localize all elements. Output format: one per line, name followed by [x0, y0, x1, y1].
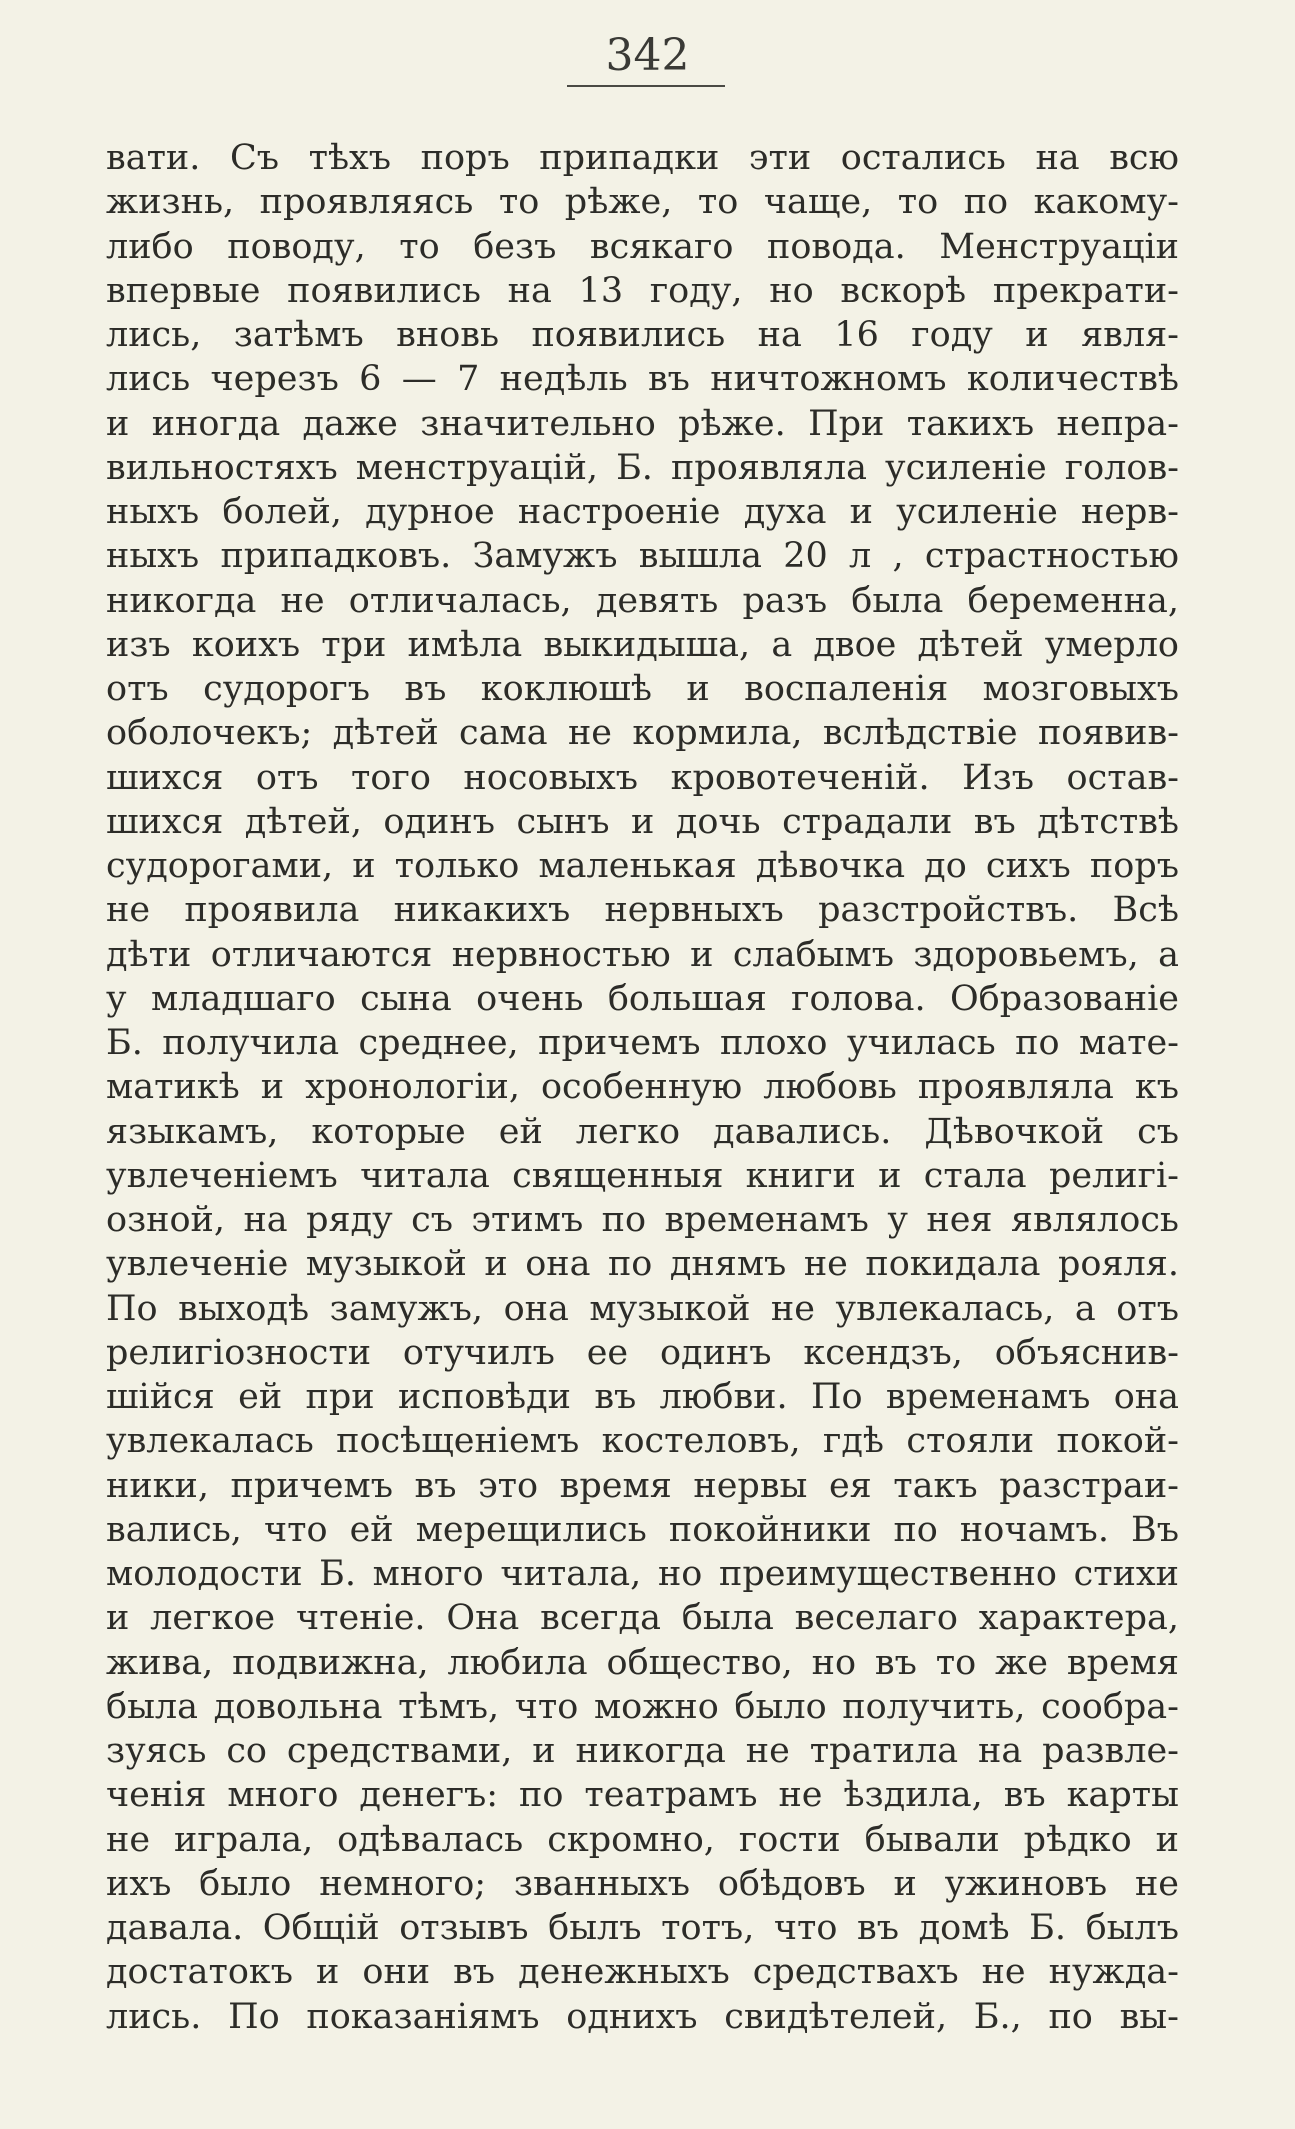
- text-line: шійся ей при исповѣди въ любви. По временамъ она: [106, 1377, 1179, 1417]
- text-line: ченія много денегъ: по театрамъ не ѣздила, въ карты: [106, 1775, 1179, 1816]
- text-line: лись. По показаніямъ однихъ свидѣтелей, Б., по вы-: [106, 1996, 1179, 2037]
- text-line: вати. Съ тѣхъ поръ припадки эти остались на всю: [106, 138, 1179, 178]
- text-line: озной, на ряду съ этимъ по временамъ у нея являлось: [106, 1200, 1179, 1240]
- text-line: изъ коихъ три имѣла выкидыша, а двое дѣтей умерло: [106, 624, 1179, 665]
- body-text: [106, 136, 1179, 2039]
- text-line: По выходѣ замужъ, она музыкой не увлекалась, а отъ: [106, 1288, 1179, 1329]
- text-line: молодости Б. много читала, но преимущественно стихи: [106, 1554, 1179, 1594]
- text-line: увлеченіемъ читала священныя книги и стала религі-: [106, 1155, 1179, 1196]
- text-line: достатокъ и они въ денежныхъ средствахъ не нужда-: [106, 1952, 1179, 1993]
- text-line: шихся дѣтей, одинъ сынъ и дочь страдали въ дѣтствѣ: [106, 801, 1179, 842]
- text-line: оболочекъ; дѣтей сама не кормила, вслѣдствіе появив-: [106, 713, 1179, 754]
- text-line: ники, причемъ въ это время нервы ея такъ разстраи-: [106, 1465, 1179, 1506]
- text-line: шихся отъ того носовыхъ кровотеченій. Изъ остав-: [106, 757, 1179, 798]
- text-line: и иногда даже значительно рѣже. При такихъ непра-: [106, 403, 1179, 444]
- text-line: жизнь, проявляясь то рѣже, то чаще, то по какому-: [106, 182, 1179, 223]
- page-number-rule: [567, 85, 725, 87]
- text-line: лись черезъ 6 — 7 недѣль въ ничтожномъ количествѣ: [106, 359, 1179, 400]
- page-number: 342: [605, 30, 690, 81]
- text-line: увлеченіе музыкой и она по днямъ не покидала рояля.: [106, 1244, 1179, 1285]
- text-line: жива, подвижна, любила общество, но въ то же время: [106, 1642, 1179, 1683]
- text-line: вильностяхъ менструацій, Б. проявляла усиленіе голов-: [106, 447, 1179, 488]
- text-line: религіозности отучилъ ее одинъ ксендзъ, объяснив-: [106, 1332, 1179, 1373]
- text-line: впервые появились на 13 году, но вскорѣ прекрати-: [106, 270, 1179, 311]
- text-line: увлекалась посѣщеніемъ костеловъ, гдѣ стояли покой-: [106, 1421, 1179, 1462]
- text-line: давала. Общій отзывъ былъ тотъ, что въ домѣ Б. былъ: [106, 1908, 1179, 1948]
- text-line: ныхъ припадковъ. Замужъ вышла 20 л , страстностью: [106, 536, 1179, 577]
- text-line: и легкое чтеніе. Она всегда была веселаго характера,: [106, 1598, 1179, 1639]
- text-line: была довольна тѣмъ, что можно было получить, сообра-: [106, 1686, 1179, 1727]
- text-line: никогда не отличалась, девять разъ была беременна,: [106, 580, 1179, 621]
- text-line: у младшаго сына очень большая голова. Образованіе: [106, 978, 1179, 1019]
- text-line: зуясь со средствами, и никогда не тратила на развле-: [106, 1731, 1179, 1771]
- text-line: не играла, одѣвалась скромно, гости бывали рѣдко и: [106, 1819, 1179, 1860]
- text-line: ихъ было немного; званныхъ обѣдовъ и ужиновъ не: [106, 1863, 1179, 1904]
- text-line: ныхъ болей, дурное настроеніе духа и усиленіе нерв-: [106, 492, 1179, 532]
- text-line: либо поводу, то безъ всякаго повода. Менструаціи: [106, 226, 1179, 267]
- text-line: отъ судорогъ въ коклюшѣ и воспаленія мозговыхъ: [106, 669, 1179, 709]
- text-line: Б. получила среднее, причемъ плохо училась по мате-: [106, 1023, 1179, 1063]
- text-line: языкамъ, которые ей легко давались. Дѣвочкой съ: [106, 1111, 1179, 1152]
- text-line: лись, затѣмъ вновь появились на 16 году и явля-: [106, 315, 1179, 355]
- text-line: не проявила никакихъ нервныхъ разстройствъ. Всѣ: [106, 890, 1179, 931]
- text-line: матикѣ и хронологіи, особенную любовь проявляла къ: [106, 1067, 1179, 1108]
- text-line: дѣти отличаются нервностью и слабымъ здоровьемъ, а: [106, 934, 1179, 975]
- text-line: судорогами, и только маленькая дѣвочка до сихъ поръ: [106, 846, 1179, 886]
- text-line: вались, что ей мерещились покойники по ночамъ. Въ: [106, 1509, 1179, 1550]
